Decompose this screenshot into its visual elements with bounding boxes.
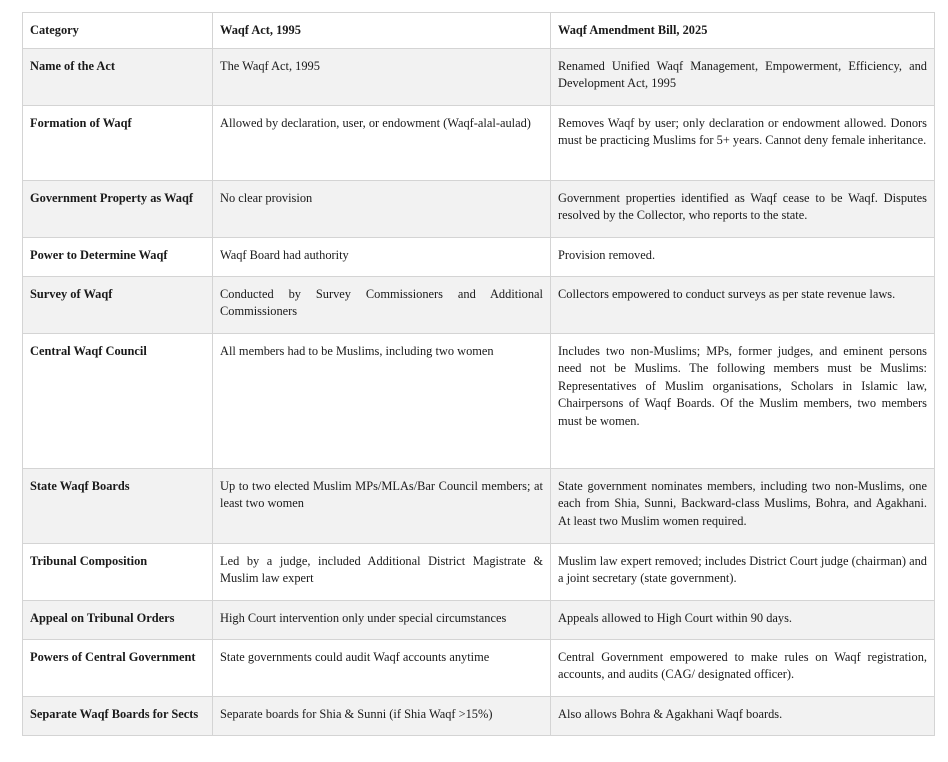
table-row	[23, 468, 935, 543]
table-row	[23, 639, 935, 696]
table-row	[23, 333, 935, 468]
row-bill-2025: Appeals allowed to High Court within 90 days.	[551, 600, 935, 639]
row-bill-2025: Also allows Bohra & Agakhani Waqf boards.	[551, 696, 935, 735]
row-bill-2025: Collectors empowered to conduct surveys as per state revenue laws.	[551, 276, 935, 333]
row-act-1995: State governments could audit Waqf accounts anytime	[213, 639, 551, 696]
header-waqf-act-1995: Waqf Act, 1995	[213, 13, 551, 49]
row-bill-2025: Government properties identified as Waqf cease to be Waqf. Disputes resolved by the Collector, who reports to the state.	[551, 180, 935, 237]
table-row	[23, 543, 935, 600]
row-category: Power to Determine Waqf	[23, 237, 213, 276]
row-act-1995: The Waqf Act, 1995	[213, 48, 551, 105]
row-act-1995: Conducted by Survey Commissioners and Additional Commissioners	[213, 276, 551, 333]
row-category: Name of the Act	[23, 48, 213, 105]
waqf-comparison-table	[22, 12, 935, 736]
row-act-1995: Waqf Board had authority	[213, 237, 551, 276]
table-row	[23, 696, 935, 735]
row-bill-2025: Central Government empowered to make rules on Waqf registration, accounts, and audits (CAG/ designated officer).	[551, 639, 935, 696]
table-row	[23, 600, 935, 639]
table-row	[23, 105, 935, 180]
row-bill-2025: Provision removed.	[551, 237, 935, 276]
row-category: Powers of Central Government	[23, 639, 213, 696]
row-act-1995: No clear provision	[213, 180, 551, 237]
row-bill-2025: Renamed Unified Waqf Management, Empowerment, Efficiency, and Development Act, 1995	[551, 48, 935, 105]
row-bill-2025: State government nominates members, including two non-Muslims, one each from Shia, Sunni, Backward-class Muslims, Bohra, and Agakhani. At least two Muslim women required.	[551, 468, 935, 543]
row-act-1995: Led by a judge, included Additional District Magistrate & Muslim law expert	[213, 543, 551, 600]
header-category: Category	[23, 13, 213, 49]
row-category: Appeal on Tribunal Orders	[23, 600, 213, 639]
row-category: State Waqf Boards	[23, 468, 213, 543]
cropped-heading-area	[0, 0, 948, 12]
row-bill-2025: Removes Waqf by user; only declaration or endowment allowed. Donors must be practicing Muslims for 5+ years. Cannot deny female inheritance.	[551, 105, 935, 180]
row-category: Formation of Waqf	[23, 105, 213, 180]
row-category: Tribunal Composition	[23, 543, 213, 600]
row-act-1995: Allowed by declaration, user, or endowment (Waqf-alal-aulad)	[213, 105, 551, 180]
table-row	[23, 276, 935, 333]
row-bill-2025: Includes two non-Muslims; MPs, former judges, and eminent persons need not be Muslims. The following members must be Muslims: Representatives of Muslim organisations, Scholars in Islamic law, Chairpersons of Waqf Boards. Of the Muslim members, two members must be women.	[551, 333, 935, 468]
table-header-row	[23, 13, 935, 49]
row-act-1995: Separate boards for Shia & Sunni (if Shia Waqf >15%)	[213, 696, 551, 735]
row-category: Government Property as Waqf	[23, 180, 213, 237]
row-category: Separate Waqf Boards for Sects	[23, 696, 213, 735]
row-category: Survey of Waqf	[23, 276, 213, 333]
table-row	[23, 48, 935, 105]
table-row	[23, 237, 935, 276]
table-row	[23, 180, 935, 237]
row-act-1995: Up to two elected Muslim MPs/MLAs/Bar Council members; at least two women	[213, 468, 551, 543]
header-waqf-amendment-bill-2025: Waqf Amendment Bill, 2025	[551, 13, 935, 49]
row-category: Central Waqf Council	[23, 333, 213, 468]
row-act-1995: All members had to be Muslims, including two women	[213, 333, 551, 468]
row-act-1995: High Court intervention only under special circumstances	[213, 600, 551, 639]
row-bill-2025: Muslim law expert removed; includes District Court judge (chairman) and a joint secretary (state government).	[551, 543, 935, 600]
